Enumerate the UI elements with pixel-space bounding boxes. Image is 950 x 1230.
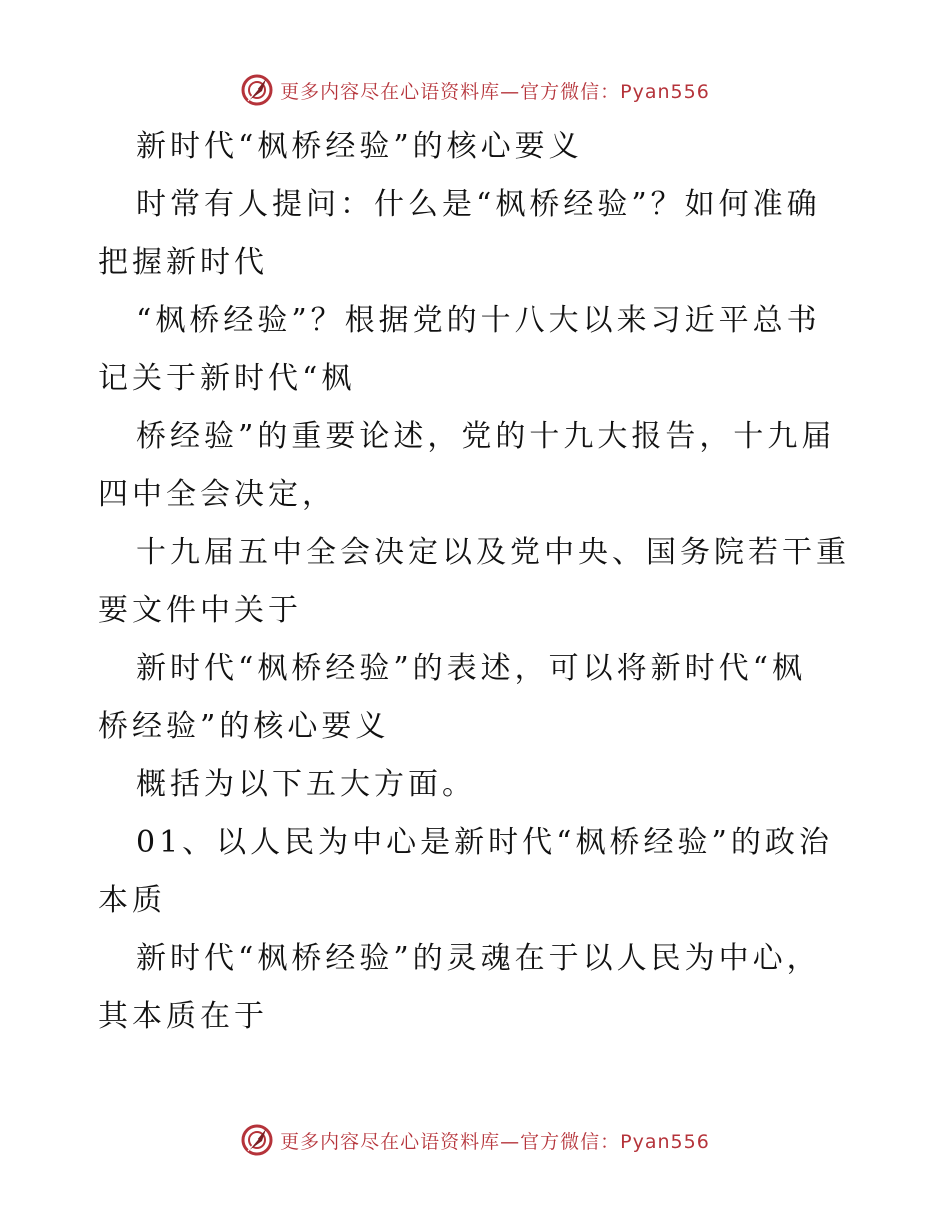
document-line: 桥经验”的重要论述，党的十九大报告，十九届 — [136, 419, 836, 454]
document-line: 要文件中关于 — [98, 593, 302, 628]
footer-banner-content — [240, 1123, 710, 1157]
header-banner — [0, 70, 950, 110]
document-line: 记关于新时代“枫 — [98, 361, 356, 396]
feather-pen-logo-icon — [240, 73, 274, 107]
document-line: 把握新时代 — [98, 245, 268, 280]
header-banner-dash: — — [500, 80, 521, 103]
header-banner-wechat: 官方微信：Pyan556 — [520, 80, 710, 103]
document-line: 01、以人民为中心是新时代“枫桥经验”的政治 — [136, 825, 833, 860]
document-line: 概括为以下五大方面。 — [136, 767, 476, 802]
footer-banner-title: 更多内容尽在心语资料库 — [280, 1130, 501, 1153]
document-line: 新时代“枫桥经验”的灵魂在于以人民为中心， — [136, 941, 821, 976]
document-line: 其本质在于 — [98, 999, 268, 1034]
document-body — [98, 118, 858, 1046]
document-line: 时常有人提问：什么是“枫桥经验”？如何准确 — [136, 187, 821, 222]
header-banner-title: 更多内容尽在心语资料库 — [280, 80, 501, 103]
document-line: “枫桥经验”？根据党的十八大以来习近平总书 — [136, 303, 821, 338]
header-banner-content — [240, 73, 710, 107]
document-line: 桥经验”的核心要义 — [98, 709, 390, 744]
document-line: 四中全会决定， — [98, 477, 336, 512]
footer-banner — [0, 1120, 950, 1160]
document-line: 十九届五中全会决定以及党中央、国务院若干重 — [136, 535, 850, 570]
document-line: 新时代“枫桥经验”的核心要义 — [136, 129, 583, 164]
footer-banner-wechat: 官方微信：Pyan556 — [520, 1130, 710, 1153]
footer-banner-dash: — — [500, 1130, 521, 1153]
document-line: 新时代“枫桥经验”的表述，可以将新时代“枫 — [136, 651, 807, 686]
feather-pen-logo-icon — [240, 1123, 274, 1157]
document-line: 本质 — [98, 883, 166, 918]
